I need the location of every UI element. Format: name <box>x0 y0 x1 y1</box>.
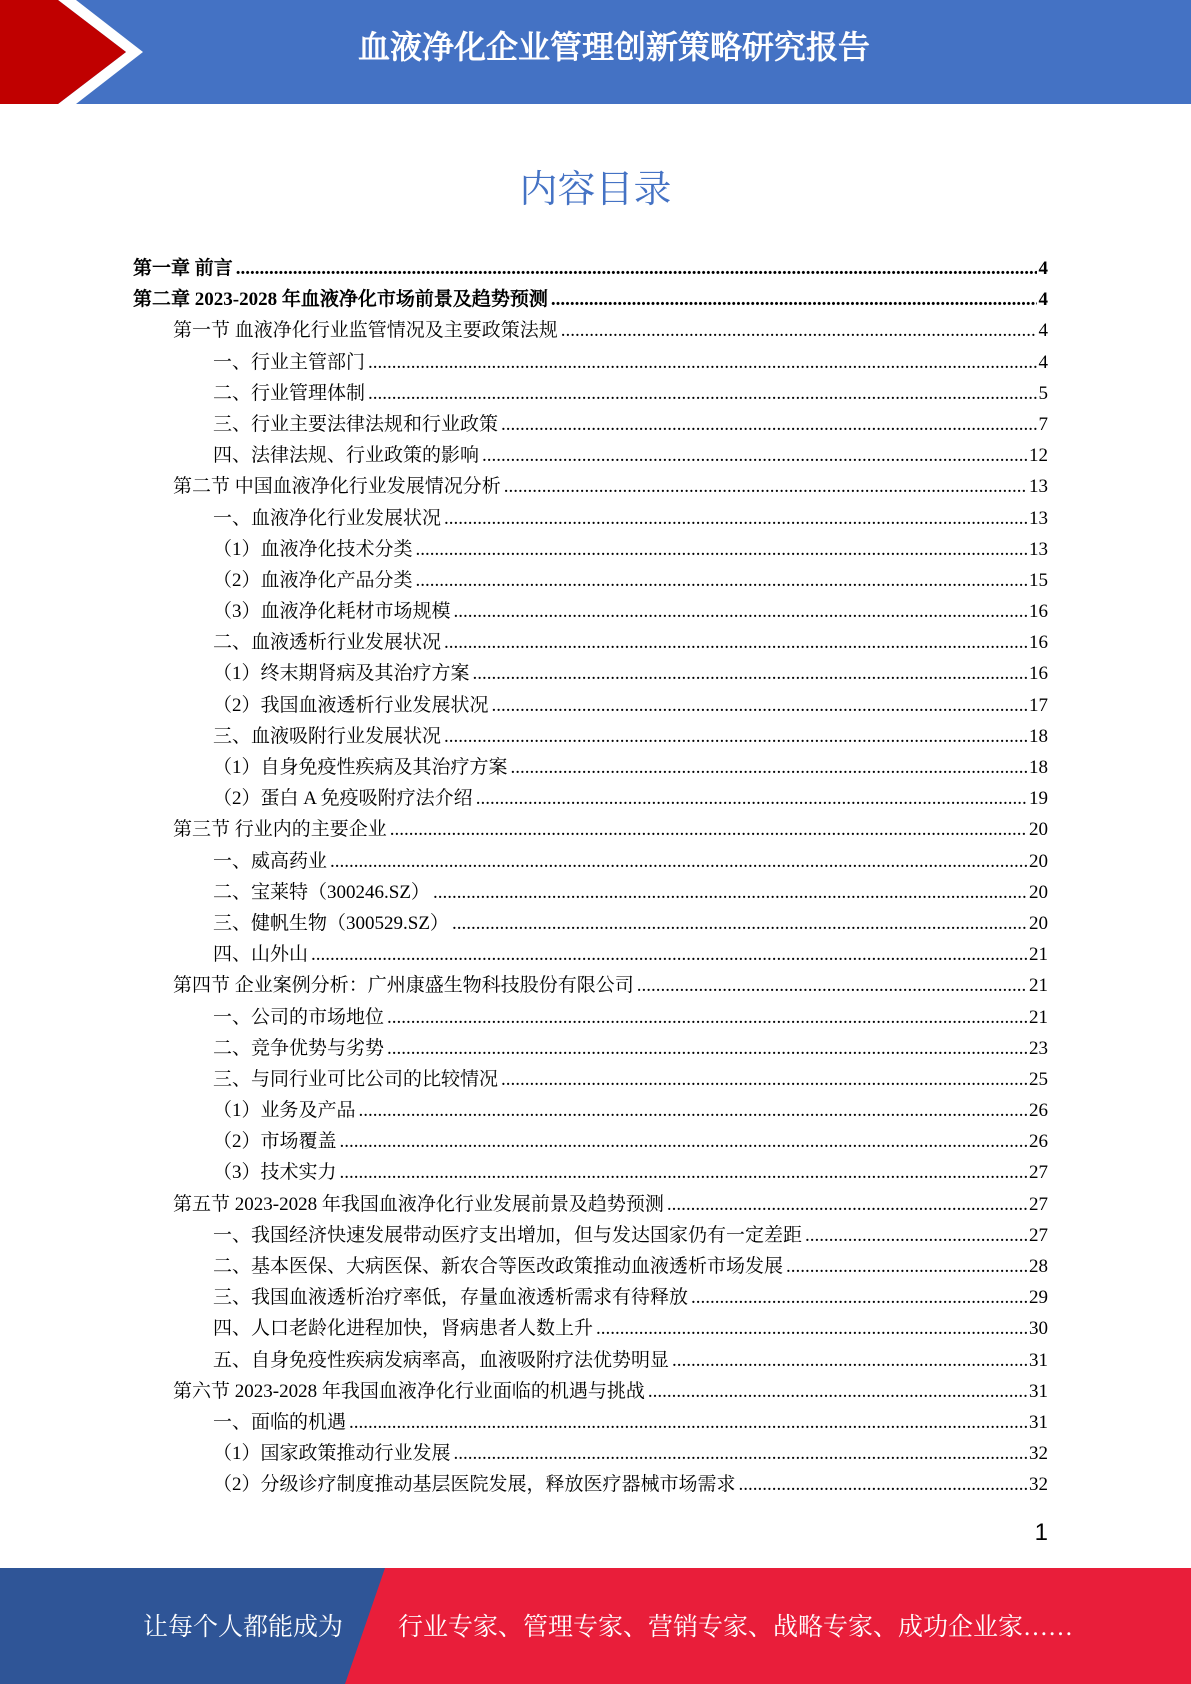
toc-entry[interactable] <box>133 1407 1048 1438</box>
toc-entry-page: 27 <box>1029 1162 1048 1184</box>
toc-entry-page: 32 <box>1029 1474 1048 1496</box>
toc-leader-dots <box>340 1157 1027 1188</box>
toc-entry-title: 二、竞争优势与劣势 <box>213 1037 385 1059</box>
header-banner <box>0 0 1191 104</box>
toc-entry[interactable] <box>133 908 1048 939</box>
toc-leader-dots <box>672 1345 1027 1376</box>
toc-entry-title: （2）蛋白 A 免疫吸附疗法介绍 <box>213 788 473 810</box>
toc-entry-page: 4 <box>1038 351 1048 373</box>
toc-entry[interactable] <box>133 752 1048 783</box>
toc-entry-title: 第二节 中国血液净化行业发展情况分析 <box>173 476 501 498</box>
toc-entry-title: 二、基本医保、大病医保、新农合等医改政策推动血液透析市场发展 <box>213 1256 784 1277</box>
toc-entry[interactable] <box>133 1345 1048 1376</box>
toc-entry-title: 四、山外山 <box>213 944 309 966</box>
toc-entry-title: 一、血液净化行业发展状况 <box>213 507 442 529</box>
toc-entry-page: 25 <box>1029 1068 1048 1090</box>
toc-entry-page: 20 <box>1029 881 1048 903</box>
toc-entry[interactable] <box>133 658 1048 689</box>
toc-leader-dots <box>359 1095 1027 1126</box>
toc-entry-page: 28 <box>1029 1256 1048 1277</box>
toc-entry-page: 13 <box>1029 507 1048 529</box>
toc-entry-page: 13 <box>1029 476 1048 498</box>
toc-leader-dots <box>452 908 1027 939</box>
toc-entry[interactable] <box>133 1189 1048 1220</box>
toc-entry[interactable] <box>133 1033 1048 1064</box>
toc-entry-title: 三、血液吸附行业发展状况 <box>213 725 442 747</box>
toc-entry-page: 7 <box>1038 413 1048 435</box>
toc-leader-dots <box>551 284 1037 315</box>
toc-heading: 内容目录 <box>519 169 672 211</box>
toc-entry-title: （1）终末期肾病及其治疗方案 <box>213 663 470 685</box>
toc-entry-page: 31 <box>1029 1380 1048 1402</box>
toc-entry[interactable] <box>133 565 1048 596</box>
toc-entry-page: 21 <box>1029 1006 1048 1028</box>
toc-entry-title: 三、与同行业可比公司的比较情况 <box>213 1068 499 1090</box>
toc-leader-dots <box>454 596 1027 627</box>
toc-entry-page: 18 <box>1029 757 1048 778</box>
toc-entry-page: 17 <box>1029 694 1048 716</box>
toc-entry-title: 一、威高药业 <box>213 850 328 872</box>
toc-leader-dots <box>330 846 1027 877</box>
footer-slogan-left: 让每个人都能成为 <box>143 1614 344 1641</box>
toc-entry[interactable] <box>133 378 1048 409</box>
toc-leader-dots <box>511 752 1027 783</box>
toc-entry[interactable] <box>133 347 1048 378</box>
toc-leader-dots <box>667 1189 1027 1220</box>
toc-leader-dots <box>444 721 1027 752</box>
toc-entry-page: 23 <box>1029 1037 1048 1059</box>
toc-entry-title: （2）分级诊疗制度推动基层医院发展，释放医疗器械市场需求 <box>213 1474 736 1496</box>
toc-entry-page: 20 <box>1029 819 1048 841</box>
toc-entry-page: 21 <box>1029 975 1048 997</box>
toc-entry[interactable] <box>133 1438 1048 1469</box>
toc-entry-title: 第一章 前言 <box>133 258 233 279</box>
toc-leader-dots <box>561 315 1037 346</box>
toc-entry-title: 第二章 2023-2028 年血液净化市场前景及趋势预测 <box>133 289 548 311</box>
toc-entry-title: （3）血液净化耗材市场规模 <box>213 601 451 623</box>
toc-entry-page: 13 <box>1029 538 1048 560</box>
toc-leader-dots <box>473 658 1027 689</box>
page-number: 1 <box>1034 1519 1048 1546</box>
toc-entry-page: 16 <box>1029 663 1048 685</box>
toc-leader-dots <box>416 565 1027 596</box>
toc-leader-dots <box>368 378 1036 409</box>
toc-entry-title: 三、健帆生物（300529.SZ） <box>213 912 449 934</box>
toc-leader-dots <box>416 534 1027 565</box>
toc-entry-title: （2）我国血液透析行业发展状况 <box>213 694 489 716</box>
toc-leader-dots <box>444 503 1027 534</box>
toc-entry-title: 一、行业主管部门 <box>213 351 366 373</box>
toc-entry[interactable] <box>133 814 1048 845</box>
toc-entry-title: 三、行业主要法律法规和行业政策 <box>213 413 499 435</box>
toc-entry[interactable] <box>133 1251 1048 1282</box>
toc-entry[interactable] <box>133 409 1048 440</box>
toc-entry[interactable] <box>133 503 1048 534</box>
toc-entry-title: 第一节 血液净化行业监管情况及主要政策法规 <box>173 320 558 342</box>
toc-leader-dots <box>349 1407 1027 1438</box>
toc-entry[interactable] <box>133 970 1048 1001</box>
toc-leader-dots <box>368 347 1036 378</box>
toc-entry[interactable] <box>133 846 1048 877</box>
toc-entry-title: 二、宝莱特（300246.SZ） <box>213 881 430 903</box>
toc-entry[interactable] <box>133 1313 1048 1344</box>
toc-entry[interactable] <box>133 253 1048 284</box>
toc-entry[interactable] <box>133 596 1048 627</box>
toc-entry-title: （1）业务及产品 <box>213 1100 356 1122</box>
toc-entry[interactable] <box>133 1064 1048 1095</box>
toc-entry-title: 第三节 行业内的主要企业 <box>173 819 387 841</box>
toc-entry-page: 29 <box>1029 1287 1048 1309</box>
toc-entry-title: 一、公司的市场地位 <box>213 1006 385 1028</box>
toc-entry-page: 31 <box>1029 1411 1048 1433</box>
toc-entry-page: 5 <box>1038 382 1048 404</box>
toc-leader-dots <box>482 440 1027 471</box>
toc-entry-title: 三、我国血液透析治疗率低，存量血液透析需求有待释放 <box>213 1287 689 1309</box>
toc-leader-dots <box>637 970 1027 1001</box>
toc-entry-title: 四、法律法规、行业政策的影响 <box>213 445 480 467</box>
toc-entry-page: 26 <box>1029 1131 1048 1153</box>
toc-entry-page: 30 <box>1029 1318 1048 1340</box>
toc-entry[interactable] <box>133 1002 1048 1033</box>
toc-entry-page: 16 <box>1029 601 1048 623</box>
toc-leader-dots <box>311 939 1027 970</box>
toc-entry[interactable] <box>133 471 1048 502</box>
toc-leader-dots <box>501 409 1036 440</box>
toc-entry-page: 31 <box>1029 1349 1048 1371</box>
toc-entry-page: 4 <box>1038 320 1048 342</box>
toc-entry[interactable] <box>133 440 1048 471</box>
toc-leader-dots <box>492 690 1027 721</box>
toc-leader-dots <box>433 877 1027 908</box>
toc-entry-page: 20 <box>1029 850 1048 872</box>
toc-entry[interactable] <box>133 877 1048 908</box>
toc-entry[interactable] <box>133 690 1048 721</box>
toc-entry-page: 26 <box>1029 1100 1048 1122</box>
toc-entry[interactable] <box>133 783 1048 814</box>
toc-leader-dots <box>501 1064 1027 1095</box>
toc-entry-page: 12 <box>1029 445 1048 467</box>
toc-entry[interactable] <box>133 721 1048 752</box>
toc-entry-page: 19 <box>1029 788 1048 810</box>
toc-entry-title: （3）技术实力 <box>213 1162 337 1184</box>
toc-entry[interactable] <box>133 627 1048 658</box>
toc-entry-title: 五、自身免疫性疾病发病率高，血液吸附疗法优势明显 <box>213 1349 670 1371</box>
footer-slogan-right: 行业专家、管理专家、营销专家、战略专家、成功企业家…… <box>398 1614 1074 1641</box>
toc-entry-page: 32 <box>1029 1443 1048 1465</box>
toc-entry[interactable] <box>133 1095 1048 1126</box>
toc-entry-title: （1）血液净化技术分类 <box>213 538 413 560</box>
toc-entry-page: 4 <box>1038 289 1048 311</box>
toc-entry-title: 一、我国经济快速发展带动医疗支出增加，但与发达国家仍有一定差距 <box>213 1224 803 1246</box>
toc-list <box>133 253 1048 1501</box>
toc-leader-dots <box>476 783 1027 814</box>
toc-entry-page: 20 <box>1029 912 1048 934</box>
toc-entry-title: 第四节 企业案例分析：广州康盛生物科技股份有限公司 <box>173 975 634 997</box>
toc-leader-dots <box>390 814 1027 845</box>
toc-leader-dots <box>504 471 1027 502</box>
toc-leader-dots <box>691 1282 1027 1313</box>
toc-entry[interactable] <box>133 534 1048 565</box>
toc-entry-page: 16 <box>1029 632 1048 654</box>
toc-entry-title: （1）自身免疫性疾病及其治疗方案 <box>213 757 508 778</box>
toc-leader-dots <box>805 1220 1027 1251</box>
toc-entry-page: 27 <box>1029 1224 1048 1246</box>
toc-entry[interactable] <box>133 1282 1048 1313</box>
toc-entry[interactable] <box>133 939 1048 970</box>
toc-entry-page: 15 <box>1029 569 1048 591</box>
toc-entry[interactable] <box>133 315 1048 346</box>
toc-leader-dots <box>648 1376 1027 1407</box>
toc-leader-dots <box>340 1126 1027 1157</box>
report-title: 血液净化企业管理创新策略研究报告 <box>358 29 871 65</box>
toc-leader-dots <box>236 253 1037 284</box>
toc-leader-dots <box>387 1002 1027 1033</box>
footer-banner <box>0 1568 1191 1684</box>
toc-entry[interactable] <box>133 1376 1048 1407</box>
toc-entry-title: 二、行业管理体制 <box>213 382 366 404</box>
toc-entry-page: 4 <box>1038 258 1048 279</box>
toc-leader-dots <box>596 1313 1027 1344</box>
toc-entry[interactable] <box>133 1469 1048 1500</box>
toc-leader-dots <box>786 1251 1027 1282</box>
toc-leader-dots <box>444 627 1027 658</box>
toc-entry-title: 四、人口老龄化进程加快，肾病患者人数上升 <box>213 1318 594 1340</box>
toc-entry[interactable] <box>133 1157 1048 1188</box>
toc-leader-dots <box>454 1438 1027 1469</box>
toc-entry-page: 21 <box>1029 944 1048 966</box>
toc-leader-dots <box>387 1033 1027 1064</box>
toc-entry-title: （2）血液净化产品分类 <box>213 569 413 591</box>
toc-entry[interactable] <box>133 1220 1048 1251</box>
toc-entry-title: （1）国家政策推动行业发展 <box>213 1443 451 1465</box>
toc-entry[interactable] <box>133 1126 1048 1157</box>
toc-entry-title: 第六节 2023-2028 年我国血液净化行业面临的机遇与挑战 <box>173 1380 645 1402</box>
toc-entry-page: 27 <box>1029 1193 1048 1215</box>
toc-entry-title: 二、血液透析行业发展状况 <box>213 632 442 654</box>
toc-leader-dots <box>739 1469 1027 1500</box>
toc-entry-title: 第五节 2023-2028 年我国血液净化行业发展前景及趋势预测 <box>173 1193 664 1215</box>
toc-entry[interactable] <box>133 284 1048 315</box>
toc-entry-title: （2）市场覆盖 <box>213 1131 337 1153</box>
toc-entry-title: 一、面临的机遇 <box>213 1411 347 1433</box>
toc-entry-page: 18 <box>1029 725 1048 747</box>
